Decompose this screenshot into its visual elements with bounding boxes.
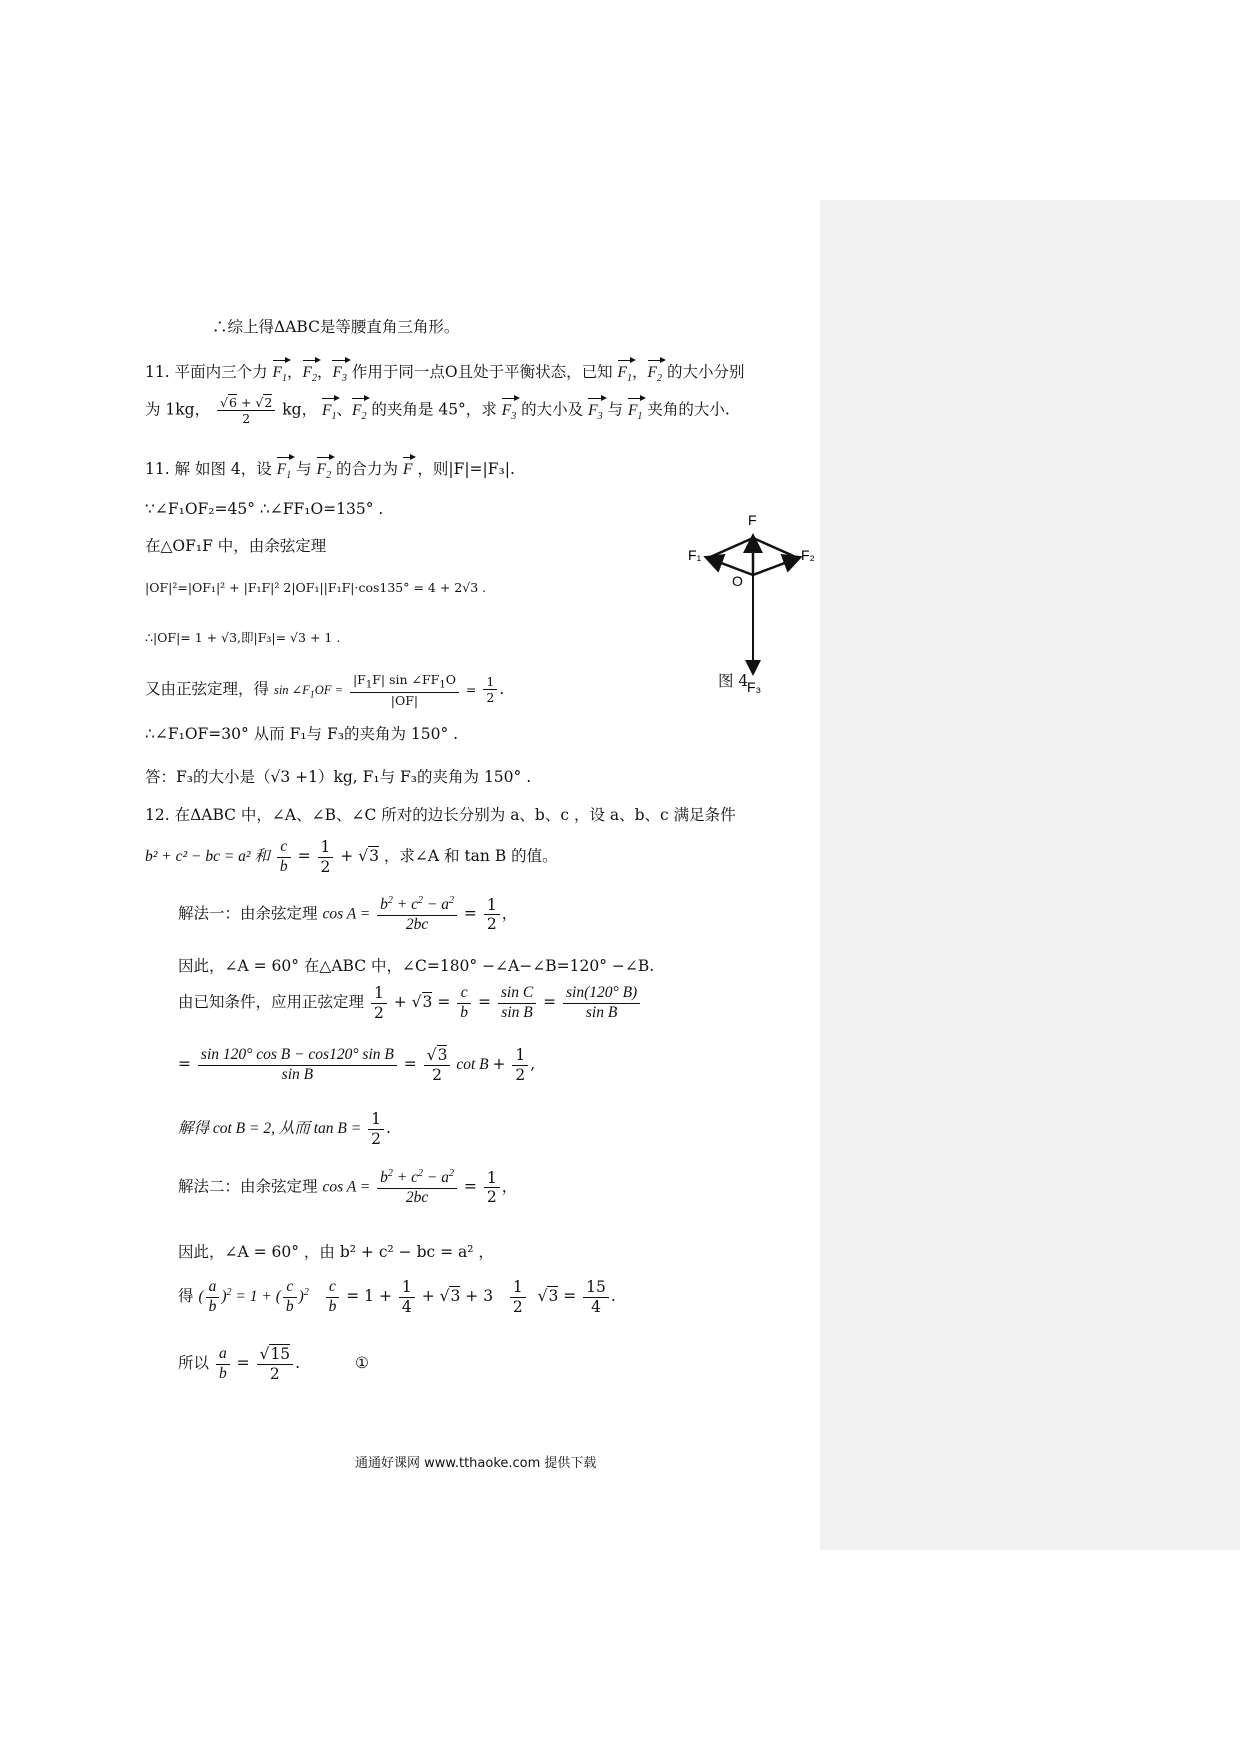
circled-one: ①	[355, 1354, 369, 1373]
method-1-cosine: 解法一：由余弦定理 cos A = $\frac{b^2 + c^2 - a^2}{2bc}$ = $\frac{1}{2}$ ，	[178, 895, 518, 934]
text: 与	[296, 460, 312, 478]
label-f: F	[748, 512, 757, 528]
f1-vector	[708, 558, 753, 575]
text: 得	[178, 1287, 194, 1306]
solution-11-sine-line: 又由正弦定理，得 $\sin \angle F_1OF$ = $\frac{|F_1F| \sin \angle FF_1O}{|OF|}$ = $\frac{1}{2}$ .	[145, 672, 505, 708]
parallelogram-edge	[753, 538, 798, 558]
problem-11-line-1: 11. 平面内三个力 $F_1$，$F_2$，$F_3$ 作用于同一点O且处于平衡状态，已知 $F_1$，$F_2$ 的大小分别	[145, 358, 744, 385]
label-f1: F₁	[688, 547, 702, 563]
method-2-cosine: 解法二：由余弦定理 cos A = $\frac{b^2 + c^2 - a^2}{2bc}$ = $\frac{1}{2}$ ，	[178, 1168, 518, 1207]
text: 解得 cot B = 2, 从而 tan B =	[178, 1120, 362, 1138]
label-f2: F₂	[801, 547, 815, 563]
parallelogram-edge	[708, 538, 753, 558]
method-2-derive: 得 ( $\frac{a}{b}$ )$^2$ = 1 + ( $\frac{c}{b}$ )$^2$ $\frac{c}{b}$ = 1 + $\frac{1}{4}$ + √3 + 3 $\frac{1}{2}$ √3 = $\frac{15}{4}$ .	[178, 1278, 616, 1316]
method-1-sine: 由已知条件，应用正弦定理 $\frac{1}{2}$ + √3 = $\frac{c}{b}$ = $\frac{\text{sin C}}{\text{sin B}}$ = $\frac{\sin(120^\circ B)}{\text{sin B}}$	[178, 984, 642, 1022]
method-1-result: 解得 cot B = 2, 从而 tan B = $\frac{1}{2}$ .	[178, 1110, 391, 1148]
text-line: ∴|OF|= 1 + √3,即|F₃|= √3 + 1 .	[145, 630, 341, 645]
method-2-result: 所以 $\frac{a}{b}$ = $\frac{√15}{2}$ . ①	[178, 1345, 369, 1383]
text-line: |OF|²=|OF₁|² + |F₁F|² 2|OF₁||F₁F|·cos135° = 4 + 2√3 .	[145, 580, 487, 595]
text: 解法二：由余弦定理	[178, 1177, 318, 1196]
text: 又由正弦定理，得	[145, 679, 270, 698]
method-1-expand: = $\frac{\text{sin 120° cos B − cos120° sin B}}{\text{sin B}}$ = $\frac{√3}{2}$ cot B + $\frac{1}{2}$ ,	[178, 1046, 536, 1084]
text: 作用于同一点O且处于平衡状态，已知	[351, 363, 613, 381]
f2-vector	[753, 558, 798, 575]
text-line: ∵∠F₁OF₂=45° ∴∠FF₁O=135° .	[145, 500, 384, 518]
text: ，则|F|=|F₃|.	[417, 460, 515, 478]
figure-caption: 图 4	[718, 672, 749, 690]
text: 为 1kg，	[145, 400, 211, 419]
text-line: 因此，∠A = 60° ，由 b² + c² − bc = a² ，	[178, 1243, 494, 1261]
text: ，求∠A 和 tan B 的值。	[383, 847, 558, 866]
text: b² + c² − bc = a² 和	[145, 848, 270, 866]
problem-11-line-2: 为 1kg， $\frac{√6 + √2}{2}$ kg， $F_1$、$F_2$ 的夹角是 45°，求 $F_3$ 的大小及 $F_3$ 与 $F_1$ 夹角的大小.	[145, 395, 730, 426]
text-line: 因此，∠A = 60° 在△ABC 中，∠C=180° −∠A−∠B=120° −∠B.	[178, 957, 655, 975]
problem-12-line-1: 12. 在ΔABC 中，∠A、∠B、∠C 所对的边长分别为 a、b、c ，设 a、b、c 满足条件	[145, 806, 736, 824]
text: 由已知条件，应用正弦定理	[178, 993, 365, 1012]
solution-11-line-1: 11. 解 如图 4，设 $F_1$ 与 $F_2$ 的合力为 F ，则|F|=|F₃|.	[145, 455, 515, 482]
force-diagram-svg	[680, 512, 830, 702]
text-line: 答：F₃的大小是（√3 +1）kg, F₁与 F₃的夹角为 150° .	[145, 768, 532, 786]
footer: 通通好课网 www.tthaoke.com 提供下载	[355, 1456, 597, 1471]
text: 的夹角是 45°，求	[371, 400, 497, 419]
text-line: ∴综上得ΔABC是等腰直角三角形。	[212, 318, 460, 336]
text: 的大小分别	[666, 363, 745, 381]
text: kg，	[282, 400, 318, 419]
text: 11. 平面内三个力	[145, 363, 268, 381]
label-f3: F₃	[747, 679, 762, 695]
text: 解法一：由余弦定理	[178, 904, 318, 923]
problem-12-line-2: b² + c² − bc = a² 和 $\frac{c}{b}$ = $\frac{1}{2}$ + √3 ，求∠A 和 tan B 的值。	[145, 838, 558, 876]
text: 11. 解 如图 4，设	[145, 460, 272, 478]
comment-sidebar	[820, 200, 1240, 1550]
text: 所以	[178, 1354, 210, 1373]
text: 的大小及	[521, 400, 584, 419]
text-line: 在△OF₁F 中，由余弦定理	[145, 537, 327, 555]
text: 夹角的大小.	[647, 400, 730, 419]
text-line: ∴∠F₁OF=30° 从而 F₁与 F₃的夹角为 150° .	[145, 725, 459, 743]
label-o: O	[732, 573, 743, 589]
force-diagram	[680, 512, 830, 702]
text: 的合力为	[336, 460, 399, 478]
